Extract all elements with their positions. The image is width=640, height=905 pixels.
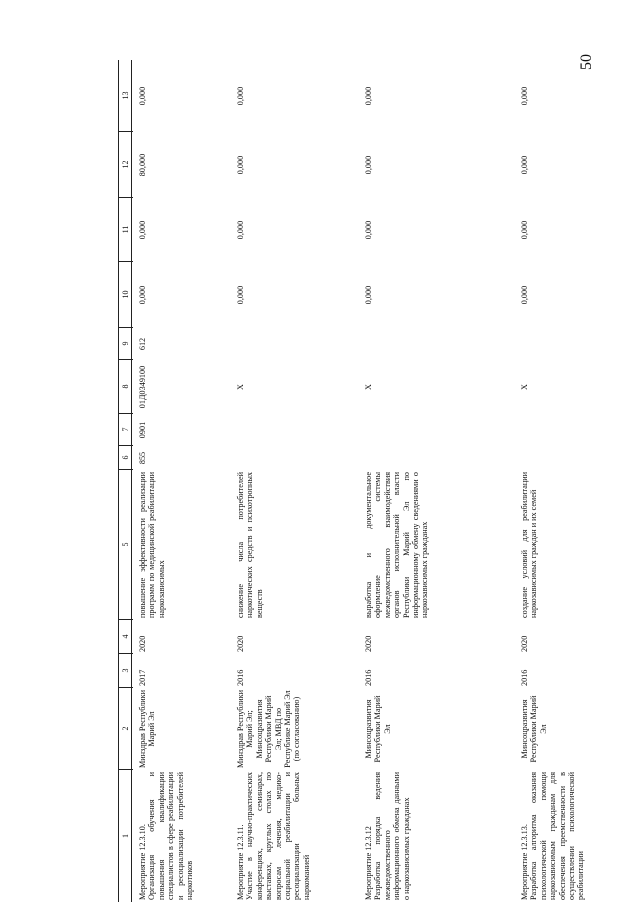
cell-col-2: Минсоцразвития Республики Марий Эл <box>520 693 548 763</box>
cell-col-4: 2020 <box>236 635 245 652</box>
cell-col-2: Минздрав Республики Марий Эл <box>138 687 157 768</box>
table-row <box>236 60 362 902</box>
header-cell: 11 <box>119 198 133 262</box>
header-cell: 10 <box>119 262 133 328</box>
table-row <box>364 60 518 902</box>
cell-col-1: Мероприятие 12.3.12 Разработка порядка ведения межведомственного информационного обмена данными о наркозависимых гражданах <box>364 772 411 900</box>
cell-col-11: 0,000 <box>364 220 373 240</box>
cell-col-11: 0,000 <box>138 220 147 240</box>
cell-col-4: 2020 <box>520 635 529 652</box>
header-cell: 7 <box>119 414 133 446</box>
cell-col-1: Мероприятие 12.3.11. Участие в научно-практических конференциях, семинарах, выставках, круглых столах по вопросам лечения, медико-социальной реабилитации и ресоциализации больных наркоманией <box>236 772 311 900</box>
cell-col-8: Х <box>236 384 245 390</box>
header-cell: 4 <box>119 620 133 654</box>
cell-col-1: Мероприятие 12.3.13. Разработка алгоритма оказания психологической помощи наркозависимым гражданам для обеспечения преемственности в осуществлении психологической реабилитации <box>520 772 586 900</box>
cell-col-3: 2017 <box>138 669 147 686</box>
cell-col-9: 612 <box>138 337 147 351</box>
cell-col-10: 0,000 <box>138 285 147 305</box>
header-cell: 5 <box>119 470 133 620</box>
cell-col-4: 2020 <box>138 635 147 652</box>
cell-col-12: 0,000 <box>236 155 245 175</box>
header-cell: 6 <box>119 446 133 470</box>
cell-col-12: 0,000 <box>364 155 373 175</box>
cell-col-5: выработка и документальное оформление системы межведомственного взаимодействия органов исполнительной власти Республики Марий Эл по информационному обмену сведениями о наркозависимых гражданах <box>364 469 430 618</box>
cell-col-1: Мероприятие 12.3.10. Организация обучения и повышения квалификации специалистов в сфере реабилитации и ресоциализации потребителей наркотиков <box>138 772 195 900</box>
cell-col-12: 80,000 <box>138 153 147 177</box>
header-cell: 13 <box>119 60 133 132</box>
rotated-table <box>118 60 640 902</box>
cell-col-12: 0,000 <box>520 155 529 175</box>
header-cell: 9 <box>119 328 133 360</box>
cell-col-2: Минздрав Республики Марий Эл; Минсоцразвития Республики Марий Эл; МВД по Республике Марий Эл (по согласованию) <box>236 687 302 768</box>
header-cell: 1 <box>121 834 130 838</box>
page-number: 50 <box>578 54 595 70</box>
cell-col-8: 01Д0349100 <box>138 365 147 409</box>
header-cell: 12 <box>119 132 133 198</box>
cell-col-7: 0901 <box>138 421 147 439</box>
table-row <box>138 60 234 902</box>
cell-col-11: 0,000 <box>520 220 529 240</box>
table-row <box>520 60 640 902</box>
cell-col-13: 0,000 <box>364 86 373 106</box>
header-cell: 3 <box>119 654 133 688</box>
cell-col-13: 0,000 <box>138 86 147 106</box>
cell-col-5: повышение эффективности реализации программ по медицинской реабилитации наркозависимых <box>138 469 166 618</box>
cell-col-6: 855 <box>138 451 147 465</box>
cell-col-8: Х <box>364 384 373 390</box>
cell-col-10: 0,000 <box>364 285 373 305</box>
cell-col-13: 0,000 <box>236 86 245 106</box>
cell-col-4: 2020 <box>364 635 373 652</box>
cell-col-8: Х <box>520 384 529 390</box>
cell-col-13: 0,000 <box>520 86 529 106</box>
header-cell: 8 <box>119 360 133 414</box>
cell-col-3: 2016 <box>364 669 373 686</box>
cell-col-11: 0,000 <box>236 220 245 240</box>
cell-col-3: 2016 <box>236 669 245 686</box>
header-row <box>118 60 132 902</box>
cell-col-5: создание условий для реабилитации наркозависимых граждан и их семей <box>520 469 539 618</box>
cell-col-3: 2016 <box>520 669 529 686</box>
cell-col-5: снижение числа потребителей наркотических средств и психотропных веществ <box>236 469 264 618</box>
cell-col-10: 0,000 <box>520 285 529 305</box>
cell-col-2: Минсоцразвития Республики Марий Эл <box>364 693 392 763</box>
header-cell: 2 <box>119 688 133 770</box>
cell-col-10: 0,000 <box>236 285 245 305</box>
